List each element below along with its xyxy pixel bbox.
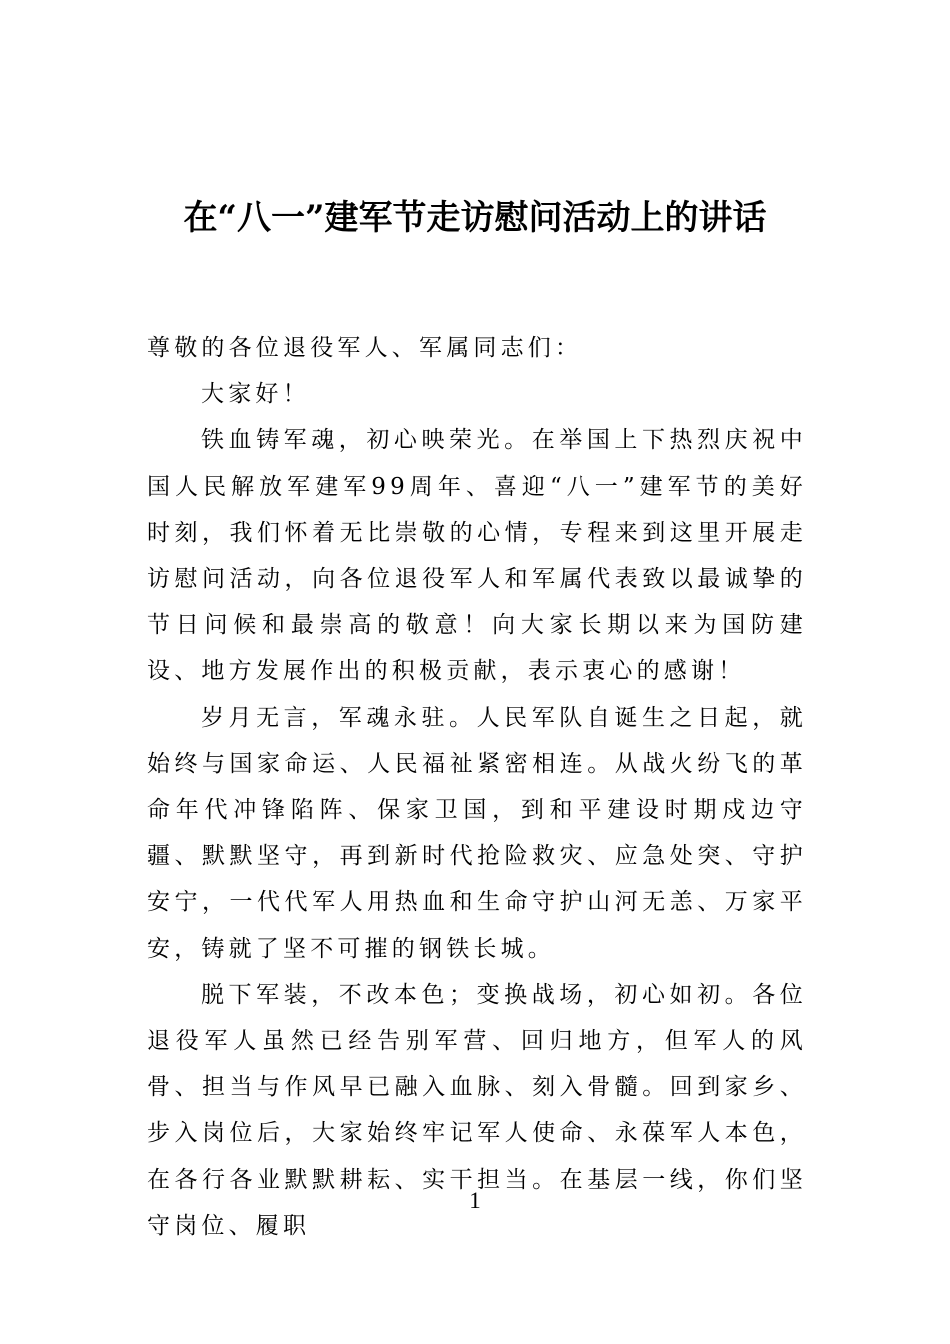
document-title: 在“八一”建军节走访慰问活动上的讲话 (183, 198, 767, 238)
paragraph-3: 脱下军装，不改本色；变换战场，初心如初。各位退役军人虽然已经告别军营、回归地方，但军人的风骨、担当与作风早已融入血脉、刻入骨髓。回到家乡、步入岗位后，大家始终牢记军人使命、永葆军人本色，在各行各业默默耕耘、实干担当。在基层一线，你们坚守岗位、履职 (147, 981, 807, 1239)
page-number: 1 (469, 1188, 481, 1213)
salutation: 尊敬的各位退役军人、军属同志们： (147, 335, 583, 361)
paragraph-2: 岁月无言，军魂永驻。人民军队自诞生之日起，就始终与国家命运、人民福祉紧密相连。从战火纷飞的革命年代冲锋陷阵、保家卫国，到和平建设时期戍边守疆、默默坚守，再到新时代抢险救灾、应急处突、守护安宁，一代代军人用热血和生命守护山河无恙、万家平安，铸就了坚不可摧的钢铁长城。 (147, 704, 807, 962)
paragraph-greeting: 大家好！ (201, 381, 310, 408)
paragraph-1: 铁血铸军魂，初心映荣光。在举国上下热烈庆祝中国人民解放军建军99周年、喜迎“八一”建军节的美好时刻，我们怀着无比崇敬的心情，专程来到这里开展走访慰问活动，向各位退役军人和军属代表致以最诚挚的节日问候和最崇高的敬意！向大家长期以来为国防建设、地方发展作出的积极贡献，表示衷心的感谢！ (147, 427, 807, 685)
document-body (147, 325, 807, 1249)
